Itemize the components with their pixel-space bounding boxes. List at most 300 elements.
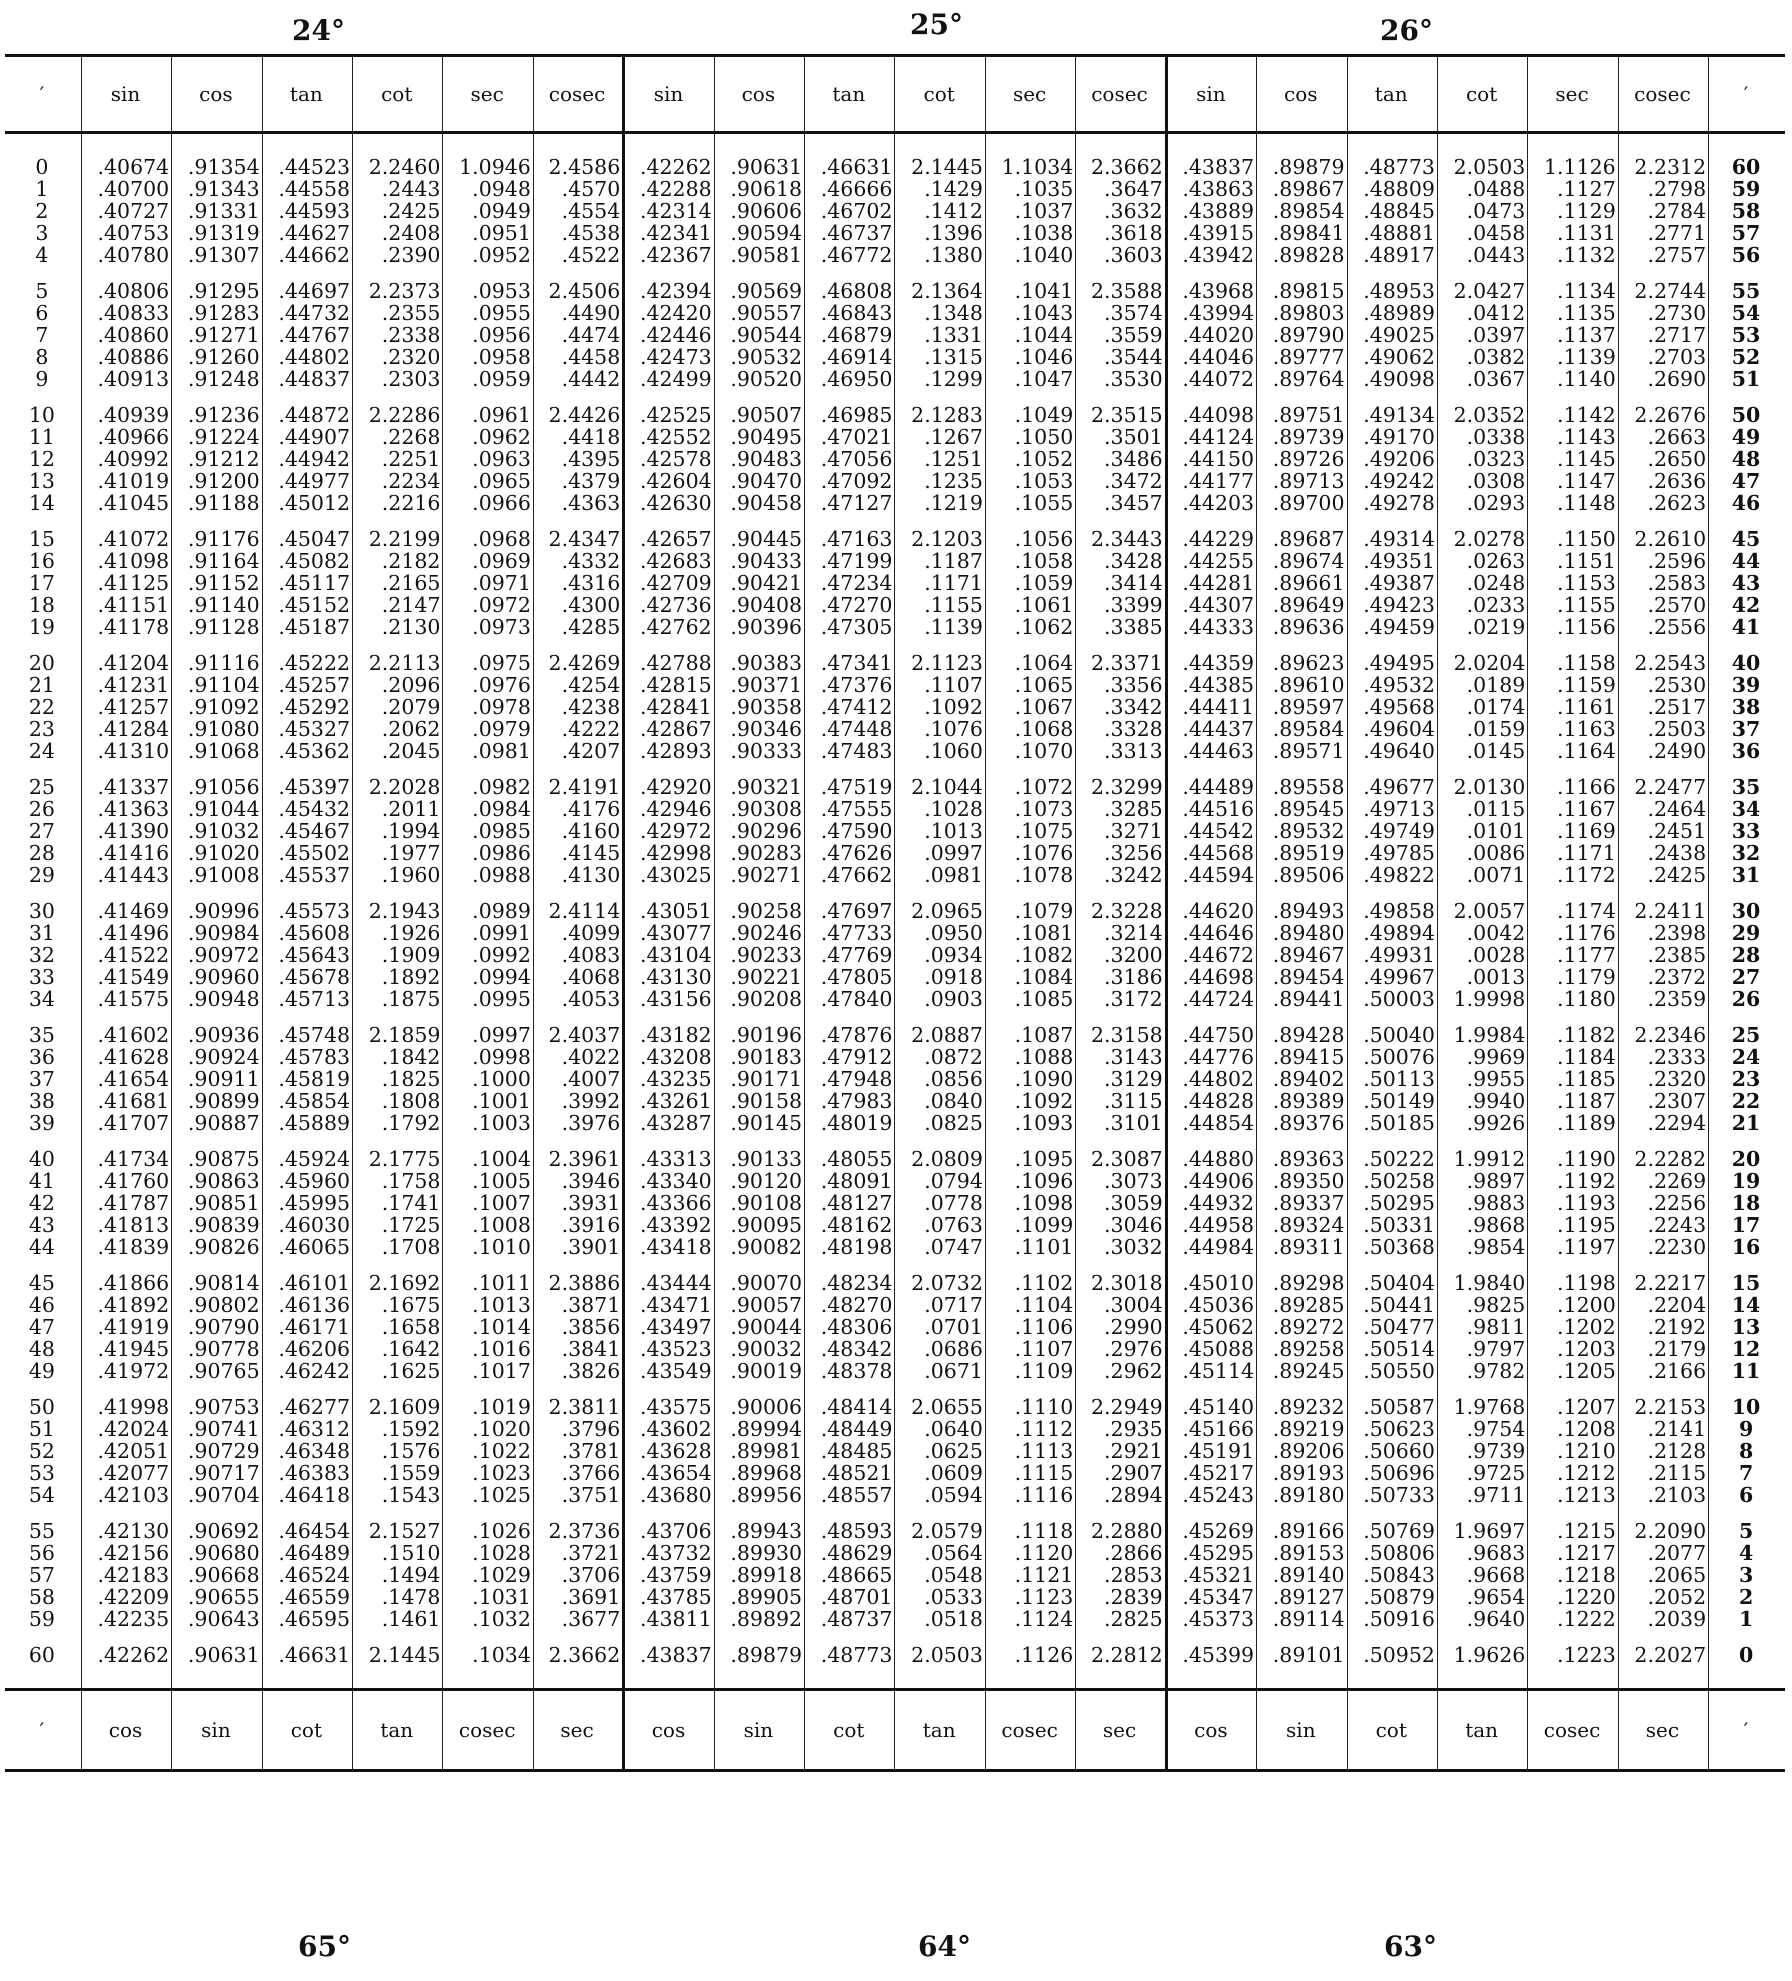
minute-complement-cell: 36 (1709, 740, 1785, 762)
value-cell: .3399 (1076, 594, 1166, 616)
value-cell: .1079 (985, 886, 1075, 922)
value-cell: .91260 (172, 346, 262, 368)
value-cell: .2115 (1618, 1462, 1708, 1484)
value-cell: .3313 (1076, 740, 1166, 762)
header-cell: tan (262, 56, 352, 133)
minute-complement-cell: 33 (1709, 820, 1785, 842)
value-cell: .91200 (172, 470, 262, 492)
minute-cell: 1 (35, 177, 49, 201)
minute-complement-cell: 43 (1709, 572, 1785, 594)
value-cell: 2.2411 (1618, 886, 1708, 922)
minute-cell: 41 (28, 1169, 55, 1193)
value-cell: 2.0204 (1437, 638, 1527, 674)
value-cell: 2.0427 (1437, 266, 1527, 302)
value-cell: .89597 (1257, 696, 1347, 718)
value-cell: .47519 (805, 762, 895, 798)
value-cell: .1019 (443, 1382, 533, 1418)
value-cell: .4442 (533, 368, 623, 390)
value-cell: .89350 (1257, 1170, 1347, 1192)
value-cell: .42367 (624, 244, 714, 266)
minute-complement-cell: 59 (1709, 178, 1785, 200)
value-cell: .44516 (1166, 798, 1256, 820)
value-cell: .3032 (1076, 1236, 1166, 1258)
value-cell: .41866 (81, 1258, 171, 1294)
value-cell: .89674 (1257, 550, 1347, 572)
value-cell: .1081 (985, 922, 1075, 944)
value-cell: .50404 (1347, 1258, 1437, 1294)
value-cell: .89879 (714, 1630, 804, 1690)
value-cell: .2165 (353, 572, 443, 594)
value-cell: .0671 (895, 1360, 985, 1382)
value-cell: .90581 (714, 244, 804, 266)
value-cell: .2464 (1618, 798, 1708, 820)
value-cell: .48162 (805, 1214, 895, 1236)
value-cell: .1047 (985, 368, 1075, 390)
minute-cell: 3 (35, 221, 49, 245)
value-cell: .1107 (985, 1338, 1075, 1360)
value-cell: .89101 (1257, 1630, 1347, 1690)
value-cell: .89790 (1257, 324, 1347, 346)
value-cell: .46348 (262, 1440, 352, 1462)
value-cell: .90158 (714, 1090, 804, 1112)
value-cell: .44072 (1166, 368, 1256, 390)
header-cell: sin (1166, 56, 1256, 133)
value-cell: .90717 (172, 1462, 262, 1484)
value-cell: .3214 (1076, 922, 1166, 944)
value-cell: .40939 (81, 390, 171, 426)
footer-cell: cos (1166, 1690, 1256, 1771)
value-cell: .0825 (895, 1112, 985, 1134)
value-cell: .2438 (1618, 842, 1708, 864)
value-cell: 2.2880 (1076, 1506, 1166, 1542)
value-cell: .89841 (1257, 222, 1347, 244)
value-cell: .43077 (624, 922, 714, 944)
value-cell: 2.1527 (353, 1506, 443, 1542)
value-cell: .1017 (443, 1360, 533, 1382)
value-cell: .44307 (1166, 594, 1256, 616)
value-cell: .47590 (805, 820, 895, 842)
value-cell: 2.1364 (895, 266, 985, 302)
value-cell: .0458 (1437, 222, 1527, 244)
value-cell: .45537 (262, 864, 352, 886)
value-cell: .3826 (533, 1360, 623, 1382)
value-cell: .40860 (81, 324, 171, 346)
value-cell: .43235 (624, 1068, 714, 1090)
value-cell: .50514 (1347, 1338, 1437, 1360)
value-cell: .9683 (1437, 1542, 1527, 1564)
value-cell: .3004 (1076, 1294, 1166, 1316)
value-cell: .44750 (1166, 1010, 1256, 1046)
value-cell: .90924 (172, 1046, 262, 1068)
value-cell: .1137 (1528, 324, 1618, 346)
value-cell: .45502 (262, 842, 352, 864)
value-cell: .1068 (985, 718, 1075, 740)
value-cell: .1212 (1528, 1462, 1618, 1484)
value-cell: .1143 (1528, 426, 1618, 448)
value-cell: .0948 (443, 178, 533, 200)
value-cell: .1115 (985, 1462, 1075, 1484)
value-cell: .4538 (533, 222, 623, 244)
value-cell: .91068 (172, 740, 262, 762)
value-cell: .89519 (1257, 842, 1347, 864)
value-cell: .1741 (353, 1192, 443, 1214)
value-cell: .1213 (1528, 1484, 1618, 1506)
value-cell: .47056 (805, 448, 895, 470)
value-cell: .3428 (1076, 550, 1166, 572)
value-cell: .44984 (1166, 1236, 1256, 1258)
value-cell: .0973 (443, 616, 533, 638)
footer-cell: cos (624, 1690, 714, 1771)
value-cell: 2.2312 (1618, 133, 1708, 179)
value-cell: .44854 (1166, 1112, 1256, 1134)
value-cell: .3073 (1076, 1170, 1166, 1192)
value-cell: 1.9912 (1437, 1134, 1527, 1170)
footer-cell: sec (1618, 1690, 1708, 1771)
value-cell: .3706 (533, 1564, 623, 1586)
value-cell: .90704 (172, 1484, 262, 1506)
value-cell: .47876 (805, 1010, 895, 1046)
value-cell: .1096 (985, 1170, 1075, 1192)
value-cell: .89324 (1257, 1214, 1347, 1236)
value-cell: .89764 (1257, 368, 1347, 390)
value-cell: .48665 (805, 1564, 895, 1586)
footer-cell: sec (533, 1690, 623, 1771)
value-cell: .1053 (985, 470, 1075, 492)
value-cell: .40886 (81, 346, 171, 368)
value-cell: .0982 (443, 762, 533, 798)
minute-complement-cell: 17 (1709, 1214, 1785, 1236)
value-cell: .89532 (1257, 820, 1347, 842)
value-cell: .1126 (985, 1630, 1075, 1690)
value-cell: .3677 (533, 1608, 623, 1630)
value-cell: .2623 (1618, 492, 1708, 514)
footer-cell: cot (262, 1690, 352, 1771)
value-cell: .45012 (262, 492, 352, 514)
value-cell: 2.0352 (1437, 390, 1527, 426)
value-cell: .1078 (985, 864, 1075, 886)
minute-cell: 42 (28, 1191, 55, 1215)
table-row (5, 1090, 1785, 1112)
value-cell: .90346 (714, 718, 804, 740)
value-cell: .0071 (1437, 864, 1527, 886)
value-cell: .0978 (443, 696, 533, 718)
value-cell: .44124 (1166, 426, 1256, 448)
value-cell: .49967 (1347, 966, 1437, 988)
value-cell: .0625 (895, 1440, 985, 1462)
value-cell: .43706 (624, 1506, 714, 1542)
value-cell: .89166 (1257, 1506, 1347, 1542)
value-cell: .90948 (172, 988, 262, 1010)
value-cell: .50806 (1347, 1542, 1437, 1564)
value-cell: .4068 (533, 966, 623, 988)
value-cell: .47733 (805, 922, 895, 944)
value-cell: .1090 (985, 1068, 1075, 1090)
table-row (5, 1586, 1785, 1608)
value-cell: .1043 (985, 302, 1075, 324)
value-cell: .50076 (1347, 1046, 1437, 1068)
value-cell: .1011 (443, 1258, 533, 1294)
footer-cell: sin (714, 1690, 804, 1771)
value-cell: .1092 (985, 1090, 1075, 1112)
value-cell: .89905 (714, 1586, 804, 1608)
value-cell: .2935 (1076, 1418, 1166, 1440)
value-cell: .40833 (81, 302, 171, 324)
value-cell: .1095 (985, 1134, 1075, 1170)
value-cell: .1118 (985, 1506, 1075, 1542)
value-cell: .0959 (443, 368, 533, 390)
value-cell: .90108 (714, 1192, 804, 1214)
value-cell: .48629 (805, 1542, 895, 1564)
minute-complement-cell: 10 (1709, 1382, 1785, 1418)
value-cell: .90996 (172, 886, 262, 922)
value-cell: .44828 (1166, 1090, 1256, 1112)
table-row (5, 368, 1785, 390)
minute-complement-cell: 32 (1709, 842, 1785, 864)
value-cell: .89311 (1257, 1236, 1347, 1258)
value-cell: .44523 (262, 133, 352, 179)
value-cell: .43863 (1166, 178, 1256, 200)
value-cell: .3751 (533, 1484, 623, 1506)
value-cell: 2.2027 (1618, 1630, 1708, 1690)
value-cell: .40966 (81, 426, 171, 448)
value-cell: .4300 (533, 594, 623, 616)
value-cell: .0958 (443, 346, 533, 368)
value-cell: .43497 (624, 1316, 714, 1338)
value-cell: .46524 (262, 1564, 352, 1586)
value-cell: .0263 (1437, 550, 1527, 572)
value-cell: 2.2090 (1618, 1506, 1708, 1542)
value-cell: .44942 (262, 448, 352, 470)
value-cell: .1142 (1528, 390, 1618, 426)
value-cell: .40992 (81, 448, 171, 470)
value-cell: .0872 (895, 1046, 985, 1068)
value-cell: .43340 (624, 1170, 714, 1192)
value-cell: .44281 (1166, 572, 1256, 594)
value-cell: .0233 (1437, 594, 1527, 616)
value-cell: .45295 (1166, 1542, 1256, 1564)
value-cell: .2103 (1618, 1484, 1708, 1506)
value-cell: .1151 (1528, 550, 1618, 572)
value-cell: 2.0278 (1437, 514, 1527, 550)
value-cell: .91188 (172, 492, 262, 514)
value-cell: 2.1775 (353, 1134, 443, 1170)
value-cell: .1106 (985, 1316, 1075, 1338)
value-cell: .49062 (1347, 346, 1437, 368)
value-cell: .47021 (805, 426, 895, 448)
value-cell: .91331 (172, 200, 262, 222)
value-cell: .2503 (1618, 718, 1708, 740)
value-cell: .41628 (81, 1046, 171, 1068)
value-cell: .44802 (262, 346, 352, 368)
value-cell: .1112 (985, 1418, 1075, 1440)
value-cell: 2.2028 (353, 762, 443, 798)
value-cell: .1076 (985, 842, 1075, 864)
value-cell: .1013 (443, 1294, 533, 1316)
value-cell: .43313 (624, 1134, 714, 1170)
minute-complement-cell: 11 (1709, 1360, 1785, 1382)
value-cell: .9926 (1437, 1112, 1527, 1134)
value-cell: .0518 (895, 1608, 985, 1630)
value-cell: .45257 (262, 674, 352, 696)
value-cell: .2530 (1618, 674, 1708, 696)
header-cell: cosec (533, 56, 623, 133)
value-cell: .0763 (895, 1214, 985, 1236)
value-cell: 1.9626 (1437, 1630, 1527, 1690)
value-cell: .42552 (624, 426, 714, 448)
value-cell: .47305 (805, 616, 895, 638)
value-cell: .49713 (1347, 798, 1437, 820)
value-cell: .1195 (1528, 1214, 1618, 1236)
value-cell: .41681 (81, 1090, 171, 1112)
value-cell: .47948 (805, 1068, 895, 1090)
value-cell: .91343 (172, 178, 262, 200)
value-cell: .46631 (805, 133, 895, 179)
minute-cell: 9 (35, 367, 49, 391)
value-cell: .89245 (1257, 1360, 1347, 1382)
value-cell: .90802 (172, 1294, 262, 1316)
value-cell: .45432 (262, 798, 352, 820)
value-cell: .3501 (1076, 426, 1166, 448)
value-cell: .0955 (443, 302, 533, 324)
value-cell: .43785 (624, 1586, 714, 1608)
value-cell: .1038 (985, 222, 1075, 244)
value-cell: .90120 (714, 1170, 804, 1192)
value-cell: .1003 (443, 1112, 533, 1134)
value-cell: .4522 (533, 244, 623, 266)
value-cell: .50003 (1347, 988, 1437, 1010)
value-cell: .42762 (624, 616, 714, 638)
value-cell: .47270 (805, 594, 895, 616)
value-cell: .2798 (1618, 178, 1708, 200)
value-cell: .1084 (985, 966, 1075, 988)
value-cell: .1478 (353, 1586, 443, 1608)
footer-cell: cosec (1528, 1690, 1618, 1771)
value-cell: .1016 (443, 1338, 533, 1360)
value-cell: .41654 (81, 1068, 171, 1090)
value-cell: .42314 (624, 200, 714, 222)
footer-cell: cosec (985, 1690, 1075, 1771)
value-cell: .89285 (1257, 1294, 1347, 1316)
value-cell: .0174 (1437, 696, 1527, 718)
value-cell: .2320 (353, 346, 443, 368)
value-cell: .1065 (985, 674, 1075, 696)
value-cell: .42972 (624, 820, 714, 842)
value-cell: .3841 (533, 1338, 623, 1360)
value-cell: .1642 (353, 1338, 443, 1360)
value-cell: .44646 (1166, 922, 1256, 944)
value-cell: .50149 (1347, 1090, 1437, 1112)
value-cell: .50258 (1347, 1170, 1437, 1192)
value-cell: .1088 (985, 1046, 1075, 1068)
value-cell: .89493 (1257, 886, 1347, 922)
value-cell: .4207 (533, 740, 623, 762)
value-cell: .1190 (1528, 1134, 1618, 1170)
minute-cell: 60 (28, 1643, 55, 1667)
value-cell: .1135 (1528, 302, 1618, 324)
header-cell: cosec (1618, 56, 1708, 133)
value-cell: 2.4347 (533, 514, 623, 550)
value-cell: .42341 (624, 222, 714, 244)
value-cell: .43287 (624, 1112, 714, 1134)
value-cell: .49459 (1347, 616, 1437, 638)
value-cell: .45321 (1166, 1564, 1256, 1586)
minute-complement-cell: 13 (1709, 1316, 1785, 1338)
value-cell: .89892 (714, 1608, 804, 1630)
value-cell: 2.3515 (1076, 390, 1166, 426)
value-cell: .1155 (895, 594, 985, 616)
value-cell: .1055 (985, 492, 1075, 514)
value-cell: 2.4506 (533, 266, 623, 302)
value-cell: .2921 (1076, 1440, 1166, 1462)
value-cell: .9825 (1437, 1294, 1527, 1316)
value-cell: .4007 (533, 1068, 623, 1090)
value-cell: .3457 (1076, 492, 1166, 514)
value-cell: .1167 (1528, 798, 1618, 820)
table-row (5, 718, 1785, 740)
value-cell: 2.3886 (533, 1258, 623, 1294)
minute-cell: 53 (28, 1461, 55, 1485)
value-cell: .49749 (1347, 820, 1437, 842)
value-cell: .2179 (1618, 1338, 1708, 1360)
value-cell: .1926 (353, 922, 443, 944)
value-cell: .2839 (1076, 1586, 1166, 1608)
value-cell: .90433 (714, 550, 804, 572)
value-cell: .90972 (172, 944, 262, 966)
value-cell: .46985 (805, 390, 895, 426)
table-row (5, 550, 1785, 572)
minute-complement-cell: 20 (1709, 1134, 1785, 1170)
value-cell: .48270 (805, 1294, 895, 1316)
value-cell: .1058 (985, 550, 1075, 572)
value-cell: .1153 (1528, 572, 1618, 594)
value-cell: .43156 (624, 988, 714, 1010)
value-cell: 2.0655 (895, 1382, 985, 1418)
value-cell: .90936 (172, 1010, 262, 1046)
value-cell: .2866 (1076, 1542, 1166, 1564)
value-cell: .4418 (533, 426, 623, 448)
value-cell: .0101 (1437, 820, 1527, 842)
value-cell: .41204 (81, 638, 171, 674)
minute-cell: 40 (28, 1147, 55, 1171)
value-cell: .3766 (533, 1462, 623, 1484)
value-cell: .2596 (1618, 550, 1708, 572)
value-cell: .49604 (1347, 718, 1437, 740)
value-cell: .43025 (624, 864, 714, 886)
value-cell: .46666 (805, 178, 895, 200)
value-cell: .1315 (895, 346, 985, 368)
value-cell: 2.0579 (895, 1506, 985, 1542)
value-cell: .91104 (172, 674, 262, 696)
value-cell: .1412 (895, 200, 985, 222)
value-cell: .50916 (1347, 1608, 1437, 1630)
table-row (5, 944, 1785, 966)
value-cell: .4160 (533, 820, 623, 842)
value-cell: .3992 (533, 1090, 623, 1112)
minute-cell: 8 (35, 345, 49, 369)
value-cell: .90887 (172, 1112, 262, 1134)
value-cell: .90082 (714, 1236, 804, 1258)
footer-row (5, 1690, 1785, 1771)
value-cell: .44463 (1166, 740, 1256, 762)
value-cell: .42446 (624, 324, 714, 346)
value-cell: .1093 (985, 1112, 1075, 1134)
value-cell: .0338 (1437, 426, 1527, 448)
value-cell: .9711 (1437, 1484, 1527, 1506)
value-cell: .48521 (805, 1462, 895, 1484)
value-cell: .3186 (1076, 966, 1166, 988)
value-cell: .2166 (1618, 1360, 1708, 1382)
minute-cell: 2 (35, 199, 49, 223)
